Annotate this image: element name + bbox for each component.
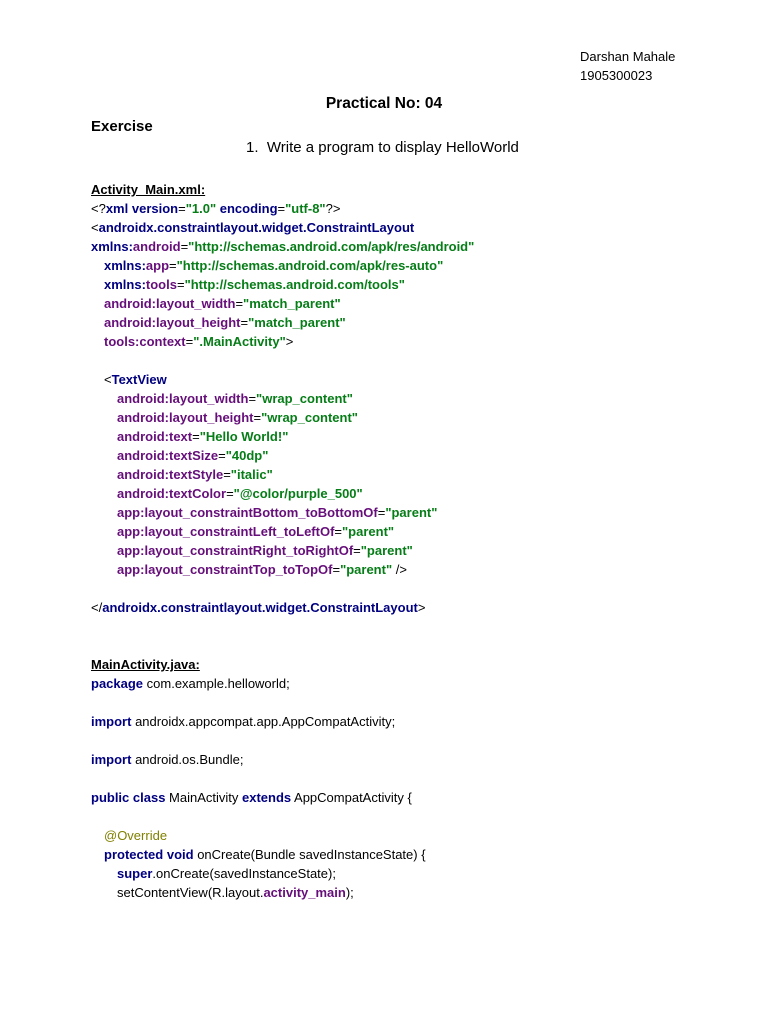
child-attr-line: android:textStyle="italic" [117,467,273,482]
attr-namespace: android: [117,486,169,501]
root-tag: androidx.constraintlayout.widget.ConstraintLayout [98,220,415,235]
method-signature: onCreate(Bundle savedInstanceState) { [193,847,426,862]
root-attr-line: android:layout_width="match_parent" [104,296,341,311]
root-attr-line: xmlns:tools="http://schemas.android.com/tools" [104,277,405,292]
attr-name: layout_height [169,410,254,425]
root-attr-line: android:layout_height="match_parent" [104,315,346,330]
method-keyword: protected void [104,847,194,862]
super-keyword: super [117,866,153,881]
package-keyword: package [91,676,144,691]
author-block [580,47,675,85]
class-declaration [91,788,751,807]
attr-value: "parent" [385,505,438,520]
attr-name: textStyle [169,467,224,482]
import-path: android.os.Bundle; [131,752,244,767]
set-content-end: ); [345,885,354,900]
code-listing [91,180,751,902]
blank-line [91,579,751,598]
layout-field: activity_main [263,885,346,900]
child-attr-line: app:layout_constraintLeft_toLeftOf="parent" [117,524,395,539]
attr-namespace: app: [117,505,145,520]
decl-encoding-attr: encoding [219,201,278,216]
attr-value: "parent" [360,543,413,558]
super-call-line [91,864,751,883]
child-attr-line: android:text="Hello World!" [117,429,289,444]
method-declaration [91,845,751,864]
import-line [91,750,751,769]
attr-namespace: xmlns: [91,239,133,254]
attr-namespace: xmlns: [104,277,146,292]
blank-line [91,351,751,370]
tag-end: > [285,334,294,349]
attr-name: layout_constraintLeft_toLeftOf [144,524,335,539]
override-annotation: @Override [104,828,168,843]
attr-name: context [139,334,186,349]
question [246,139,519,156]
author-id: 1905300023 [580,68,653,83]
attr-namespace: app: [117,543,145,558]
child-attr-line: android:textSize="40dp" [117,448,269,463]
attr-name: layout_width [156,296,236,311]
attr-namespace: xmlns: [104,258,146,273]
attr-namespace: app: [117,562,145,577]
root-close-line [91,598,751,617]
attr-name: layout_constraintTop_toTopOf [144,562,333,577]
root-attr-line: xmlns:app="http://schemas.android.com/apk/res-auto" [104,258,444,273]
super-class: AppCompatActivity { [291,790,412,805]
attr-value: "italic" [230,467,273,482]
attr-namespace: android: [104,296,156,311]
attr-name: tools [145,277,177,292]
set-content-call: setContentView(R.layout. [117,885,264,900]
root-close-bracket: </ [91,600,103,615]
blank-line [91,617,751,636]
question-text: Write a program to display HelloWorld [266,139,519,156]
child-attr-line: app:layout_constraintRight_toRightOf="parent" [117,543,413,558]
set-content-line [91,883,751,902]
class-name: MainActivity [165,790,242,805]
super-call: .onCreate(savedInstanceState); [152,866,336,881]
attr-name: textColor [169,486,227,501]
class-keyword: public class [91,790,166,805]
attr-namespace: android: [117,391,169,406]
extends-keyword: extends [242,790,292,805]
attr-value: "parent" [340,562,393,577]
attr-value: "match_parent" [243,296,341,311]
question-number: 1. [246,139,259,156]
xml-filename-line [91,180,751,199]
attr-value: "40dp" [225,448,269,463]
import-path: androidx.appcompat.app.AppCompatActivity; [131,714,396,729]
attr-value: "wrap_content" [261,410,358,425]
root-open-line [91,218,751,237]
attr-value: "parent" [342,524,395,539]
java-filename-line [91,655,751,674]
attr-value: "match_parent" [248,315,346,330]
attr-name: app [145,258,170,273]
attr-value: "@color/purple_500" [233,486,363,501]
attr-name: layout_constraintBottom_toBottomOf [144,505,378,520]
page-title: Practical No: 04 [325,95,443,112]
decl-encoding-value: "utf-8" [285,201,326,216]
decl-open: <? [91,201,106,216]
child-open-bracket: < [104,372,112,387]
package-line [91,674,751,693]
attr-name: layout_height [156,315,241,330]
attr-namespace: android: [117,448,169,463]
root-close-tag: androidx.constraintlayout.widget.ConstraintLayout [102,600,418,615]
child-attr-line: app:layout_constraintBottom_toBottomOf="parent" [117,505,438,520]
import-keyword: import [91,714,132,729]
child-attr-line: android:textColor="@color/purple_500" [117,486,363,501]
attr-namespace: android: [104,315,156,330]
attr-name: layout_constraintRight_toRightOf [144,543,354,558]
annotation-line [91,826,751,845]
attr-value: "http://schemas.android.com/tools" [184,277,405,292]
import-keyword: import [91,752,132,767]
package-name: com.example.helloworld; [143,676,290,691]
attr-value: ".MainActivity" [193,334,286,349]
decl-version-value: "1.0" [185,201,217,216]
attr-namespace: app: [117,524,145,539]
attr-name: android [132,239,181,254]
blank-line [91,807,751,826]
attr-namespace: android: [117,429,169,444]
java-filename: MainActivity.java: [91,657,200,672]
attr-name: textSize [169,448,219,463]
author-name: Darshan Mahale [580,49,676,64]
child-open-line [91,370,751,389]
attr-namespace: android: [117,410,169,425]
root-close-end: > [417,600,426,615]
blank-line [91,731,751,750]
attr-value: "Hello World!" [199,429,289,444]
child-tag: TextView [111,372,167,387]
attr-namespace: tools: [104,334,140,349]
blank-line [91,693,751,712]
blank-line [91,636,751,655]
root-open-bracket: < [91,220,99,235]
attr-name: layout_width [169,391,249,406]
xml-filename: Activity_Main.xml: [91,182,206,197]
attr-value: "wrap_content" [256,391,353,406]
blank-line [91,769,751,788]
decl-version-attr: version [131,201,179,216]
xml-declaration: <?xml version="1.0" encoding="utf-8"?> [91,201,341,216]
root-attr-line: tools:context=".MainActivity"> [104,334,294,349]
exercise-heading: Exercise [91,118,153,135]
decl-close: ?> [325,201,341,216]
attr-value: "http://schemas.android.com/apk/res/android" [188,239,475,254]
attr-value: "http://schemas.android.com/apk/res-auto" [176,258,444,273]
child-attr-line: android:layout_height="wrap_content" [117,410,358,425]
child-attr-line: app:layout_constraintTop_toTopOf="parent" /> [117,562,407,577]
root-attr-line: xmlns:android="http://schemas.android.com/apk/res/android" [91,239,475,254]
tag-end: /> [392,562,407,577]
attr-namespace: android: [117,467,169,482]
attr-name: text [169,429,193,444]
child-attr-line: android:layout_width="wrap_content" [117,391,353,406]
decl-tag: xml [105,201,129,216]
import-line [91,712,751,731]
